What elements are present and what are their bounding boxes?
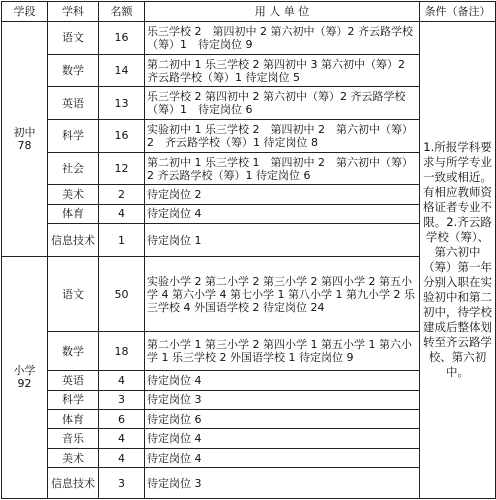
subject-cell: 科学: [48, 390, 99, 409]
table-row: [2, 22, 496, 55]
subject-cell: 数学: [48, 54, 99, 87]
quota-cell: 13: [99, 87, 145, 120]
stage-name: 初中: [13, 125, 36, 139]
units-cell: 乐三学校 2 第四初中 2 第六初中（筹）2 齐云路学校（筹）1 待定岗位 6: [145, 87, 420, 120]
subject-cell: 数学: [48, 332, 99, 371]
subject-cell: 英语: [48, 87, 99, 120]
units-cell: 实验小学 2 第二小学 2 第三小学 2 第四小学 2 第五小学 4 第六小学 4 第七小学 1 第八小学 1 第九小学 2 乐三学校 4 外国语学校 2 待定岗位 24: [145, 256, 420, 332]
subject-cell: 社会: [48, 152, 99, 185]
quota-cell: 6: [99, 410, 145, 429]
subject-cell: 体育: [48, 410, 99, 429]
stage-count: 78: [17, 138, 32, 152]
units-cell: 待定岗位 1: [145, 224, 420, 257]
subject-cell: 信息技术: [48, 224, 99, 257]
quota-cell: 16: [99, 120, 145, 153]
subject-cell: 语文: [48, 22, 99, 55]
header-units: 用 人 单 位: [145, 2, 420, 22]
units-cell: 第二初中 1 乐三学校 2 第四初中 3 第六初中（筹）2 齐云路学校（筹）1 待定岗位 5: [145, 54, 420, 87]
units-cell: 乐三学校 2 第四初中 2 第六初中（筹）2 齐云路学校（筹）1 待定岗位 9: [145, 22, 420, 55]
units-cell: 待定岗位 2: [145, 185, 420, 204]
quota-cell: 12: [99, 152, 145, 185]
quota-cell: 2: [99, 185, 145, 204]
subject-cell: 美术: [48, 185, 99, 204]
units-cell: 待定岗位 3: [145, 390, 420, 409]
subject-cell: 美术: [48, 448, 99, 467]
stage-name: 小学: [13, 364, 36, 378]
stage-cell-junior: [2, 22, 48, 257]
stage-count: 92: [17, 377, 32, 391]
quota-cell: 4: [99, 204, 145, 223]
units-cell: 待定岗位 6: [145, 410, 420, 429]
quota-cell: 1: [99, 224, 145, 257]
subject-cell: 语文: [48, 256, 99, 332]
quota-cell: 3: [99, 468, 145, 499]
quota-cell: 4: [99, 448, 145, 467]
units-cell: 第二小学 1 第三小学 2 第四小学 1 第五小学 1 第六小学 1 乐三学校 2 外国语学校 1 待定岗位 9: [145, 332, 420, 371]
subject-cell: 信息技术: [48, 468, 99, 499]
subject-cell: 音乐: [48, 429, 99, 448]
quota-cell: 14: [99, 54, 145, 87]
conditions-note: 1.所报学科要求与所学专业一致或相近。有相应教师资格证者专业不限。2.齐云路学校（筹）、第六初中（筹）第一年分别入职在实验初中和第二初中，待学校建成后整体划转至齐云路学校、第六初中。: [420, 22, 496, 499]
quota-cell: 16: [99, 22, 145, 55]
units-cell: 待定岗位 4: [145, 448, 420, 467]
quota-cell: 3: [99, 390, 145, 409]
quota-cell: 18: [99, 332, 145, 371]
subject-cell: 英语: [48, 371, 99, 390]
units-cell: 待定岗位 4: [145, 371, 420, 390]
quota-cell: 4: [99, 371, 145, 390]
header-stage: 学段: [2, 2, 48, 22]
units-cell: 待定岗位 4: [145, 204, 420, 223]
units-cell: 实验初中 1 乐三学校 2 第四初中 2 第六初中（筹）2 齐云路学校（筹）1 待定岗位 8: [145, 120, 420, 153]
header-subject: 学科: [48, 2, 99, 22]
header-conditions: 条件（备注）: [420, 2, 496, 22]
subject-cell: 体育: [48, 204, 99, 223]
units-cell: 待定岗位 4: [145, 429, 420, 448]
units-cell: 待定岗位 3: [145, 468, 420, 499]
header-quota: 名额: [99, 2, 145, 22]
quota-cell: 4: [99, 429, 145, 448]
quota-cell: 50: [99, 256, 145, 332]
header-row: [2, 2, 496, 22]
units-cell: 第二初中 1 乐三学校 1 第四初中 2 第六初中（筹）2 齐云路学校（筹）1 待定岗位 6: [145, 152, 420, 185]
subject-cell: 科学: [48, 120, 99, 153]
stage-cell-primary: [2, 256, 48, 498]
recruitment-quota-table: [1, 1, 496, 499]
